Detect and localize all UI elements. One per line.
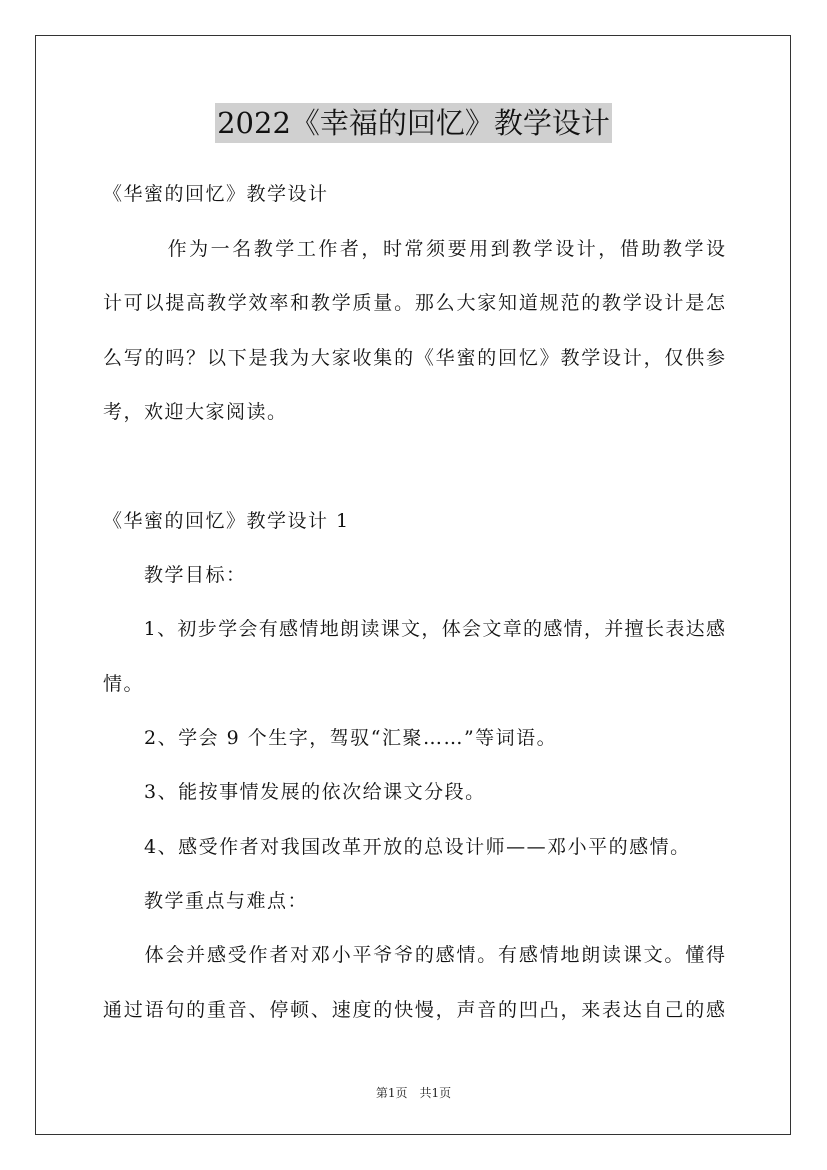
- paragraph-line: 么写的吗？以下是我为大家收集的《华蜜的回忆》教学设计，仅供参: [103, 347, 725, 369]
- paragraph-line: 教学重点与难点：: [103, 890, 309, 912]
- title-wrap: [0, 103, 827, 143]
- paragraph-line: 2、学会 9 个生字，驾驭“汇聚……”等词语。: [103, 727, 558, 749]
- paragraph-line: 作为一名教学工作者，时常须要用到教学设计，借助教学设: [103, 238, 725, 260]
- paragraph-line: 情。: [103, 673, 145, 695]
- paragraph-line: 教学目标：: [103, 564, 247, 586]
- paragraph-line: 计可以提高教学效率和教学质量。那么大家知道规范的教学设计是怎: [103, 292, 725, 314]
- paragraph-line: 体会并感受作者对邓小平爷爷的感情。有感情地朗读课文。懂得: [103, 944, 725, 966]
- paragraph-line: 3、能按事情发展的依次给课文分段。: [103, 781, 486, 803]
- paragraph-line: 1、初步学会有感情地朗读课文，体会文章的感情，并擅长表达感: [103, 618, 725, 640]
- paragraph-line: 4、感受作者对我国改革开放的总设计师——邓小平的感情。: [103, 836, 691, 858]
- section-heading: 《华蜜的回忆》教学设计 1: [103, 510, 350, 532]
- page-footer: 第1页 共1页: [375, 1086, 452, 1100]
- subtitle-line: 《华蜜的回忆》教学设计: [103, 183, 329, 205]
- document-title: 2022《幸福的回忆》教学设计: [215, 103, 612, 143]
- paragraph-line: 通过语句的重音、停顿、速度的快慢，声音的凹凸，来表达自己的感: [103, 999, 725, 1021]
- paragraph-line: 考，欢迎大家阅读。: [103, 401, 288, 423]
